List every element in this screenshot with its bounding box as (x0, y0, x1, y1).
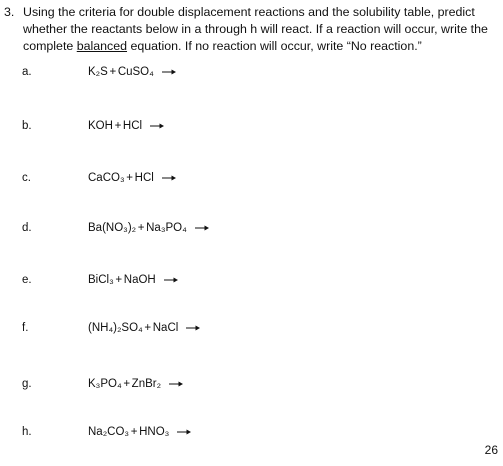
right-arrow-icon (162, 69, 176, 75)
reactant-2: NaOH (123, 274, 156, 286)
reactant-2: HCl (134, 172, 154, 184)
reaction-equation (88, 424, 191, 440)
right-arrow-icon (162, 175, 176, 181)
reactant-1: BiCl₃ (88, 274, 114, 286)
question-3 (4, 4, 498, 55)
reactant-1: K₂S (88, 66, 108, 78)
reaction-equation (88, 118, 164, 134)
reaction-equation (88, 320, 200, 336)
reactant-2: HCl (122, 120, 143, 132)
page-number: 26 (484, 443, 498, 457)
reaction-equation (88, 376, 183, 392)
right-arrow-icon (164, 277, 178, 283)
underlined-word: balanced (76, 39, 128, 53)
right-arrow-icon (186, 325, 200, 331)
plus-sign: + (115, 274, 123, 286)
question-text (23, 4, 498, 55)
plus-sign: + (130, 426, 138, 438)
item-letter: e. (22, 274, 32, 286)
reactant-1: Ba(NO₃)₂ (88, 222, 137, 234)
reactant-2: ZnBr₂ (131, 378, 162, 390)
reaction-equation (88, 170, 176, 186)
plus-sign: + (144, 322, 152, 334)
right-arrow-icon (195, 225, 209, 231)
item-letter: a. (22, 66, 32, 78)
right-arrow-icon (150, 123, 164, 129)
plus-sign: + (137, 222, 145, 234)
question-text-after: equation. If no reaction will occur, write “No reaction.” (127, 39, 422, 53)
item-letter: c. (22, 172, 31, 184)
right-arrow-icon (177, 429, 191, 435)
reactant-1: Na₂CO₃ (88, 426, 130, 438)
right-arrow-icon (169, 381, 183, 387)
reactant-2: HNO₃ (139, 426, 170, 438)
item-letter: f. (22, 322, 29, 334)
reaction-equation (88, 220, 209, 236)
item-letter: b. (22, 120, 32, 132)
reactant-1: CaCO₃ (88, 172, 125, 184)
item-letter: d. (22, 222, 32, 234)
plus-sign: + (109, 66, 117, 78)
reaction-equation (88, 64, 176, 80)
plus-sign: + (126, 172, 133, 184)
question-text-before: Using the criteria for double displacement reactions and the solubility table, predict whether the reactants below in a through h will react. If a reaction will occur, write the complete (23, 5, 488, 53)
reactant-1: KOH (88, 120, 113, 132)
reactant-2: CuSO₄ (117, 66, 154, 78)
reactant-1: (NH₄)₂SO₄ (88, 322, 143, 334)
plus-sign: + (123, 378, 131, 390)
question-number: 3. (4, 5, 15, 19)
reactant-1: K₃PO₄ (88, 378, 122, 390)
item-letter: h. (22, 426, 32, 438)
plus-sign: + (114, 120, 122, 132)
reaction-equation (88, 272, 178, 288)
reactant-2: Na₃PO₄ (146, 222, 187, 234)
item-letter: g. (22, 378, 32, 390)
reactant-2: NaCl (152, 322, 179, 334)
